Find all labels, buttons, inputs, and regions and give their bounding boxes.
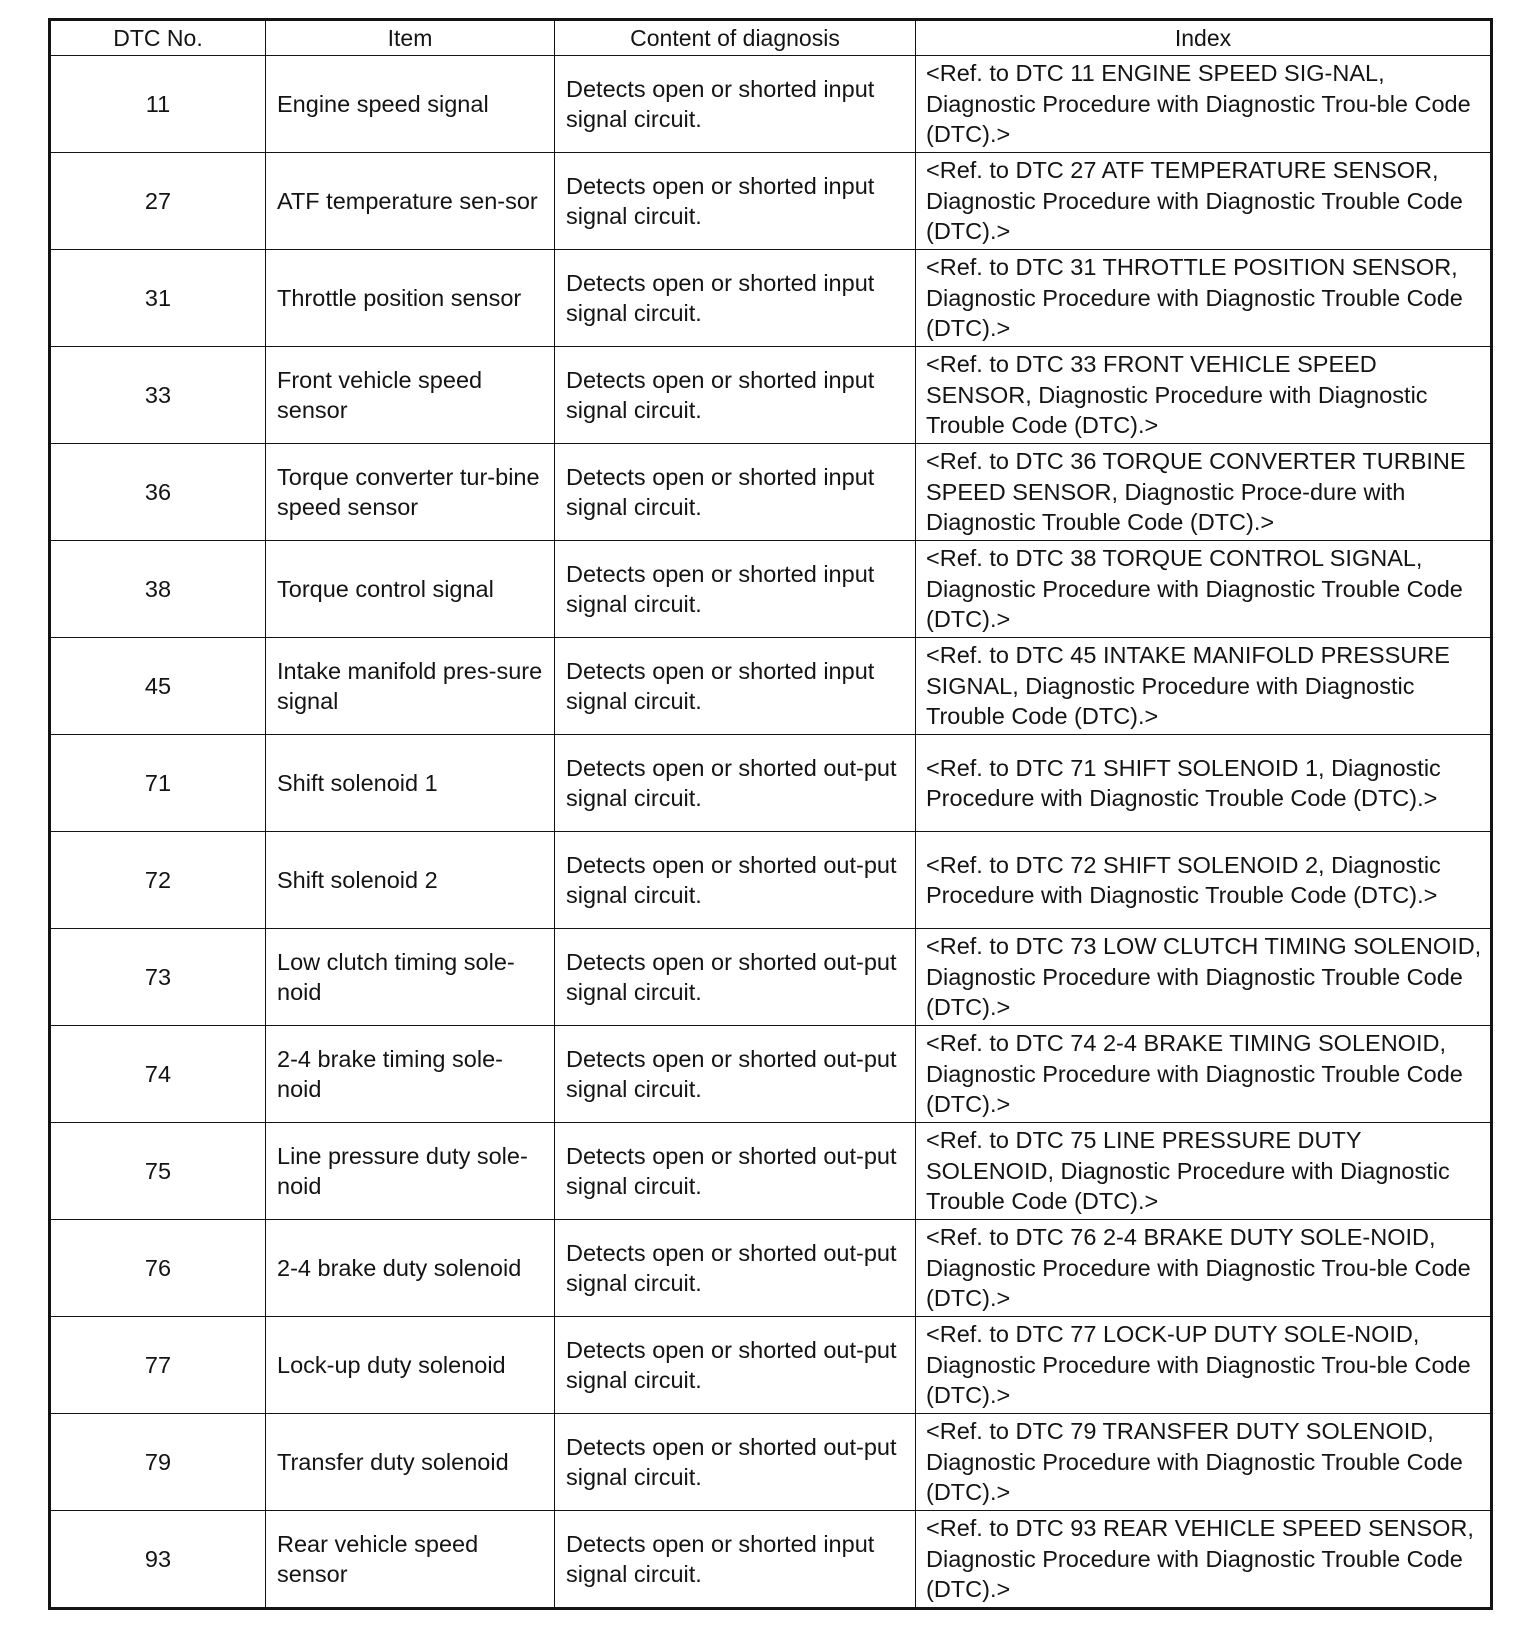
dtc-number: 71 xyxy=(50,735,266,832)
index-cell: <Ref. to DTC 11 ENGINE SPEED SIG-NAL, Diagnostic Procedure with Diagnostic Trou-ble Code (DTC).> xyxy=(916,56,1492,153)
index-cell: <Ref. to DTC 74 2-4 BRAKE TIMING SOLENOID, Diagnostic Procedure with Diagnostic Trouble Code (DTC).> xyxy=(916,1026,1492,1123)
dtc-number: 38 xyxy=(50,541,266,638)
item-cell: 2-4 brake timing sole-noid xyxy=(266,1026,555,1123)
index-cell: <Ref. to DTC 72 SHIFT SOLENOID 2, Diagnostic Procedure with Diagnostic Trouble Code (DTC).> xyxy=(916,832,1492,929)
content-cell: Detects open or shorted out-put signal circuit. xyxy=(555,1220,916,1317)
item-cell: Intake manifold pres-sure signal xyxy=(266,638,555,735)
content-cell: Detects open or shorted out-put signal circuit. xyxy=(555,1026,916,1123)
table-row xyxy=(50,541,1492,638)
content-cell: Detects open or shorted input signal circuit. xyxy=(555,153,916,250)
table-row xyxy=(50,1026,1492,1123)
dtc-number: 93 xyxy=(50,1511,266,1609)
item-cell: Torque control signal xyxy=(266,541,555,638)
content-cell: Detects open or shorted input signal circuit. xyxy=(555,250,916,347)
table-row xyxy=(50,1220,1492,1317)
content-cell: Detects open or shorted out-put signal circuit. xyxy=(555,1123,916,1220)
dtc-number: 33 xyxy=(50,347,266,444)
index-cell: <Ref. to DTC 79 TRANSFER DUTY SOLENOID, Diagnostic Procedure with Diagnostic Trouble Code (DTC).> xyxy=(916,1414,1492,1511)
content-cell: Detects open or shorted input signal circuit. xyxy=(555,1511,916,1609)
table-row xyxy=(50,735,1492,832)
index-cell: <Ref. to DTC 76 2-4 BRAKE DUTY SOLE-NOID, Diagnostic Procedure with Diagnostic Trou-ble Code (DTC).> xyxy=(916,1220,1492,1317)
item-cell: Line pressure duty sole-noid xyxy=(266,1123,555,1220)
dtc-number: 74 xyxy=(50,1026,266,1123)
table-row xyxy=(50,1511,1492,1609)
item-cell: Throttle position sensor xyxy=(266,250,555,347)
table-row xyxy=(50,1123,1492,1220)
index-cell: <Ref. to DTC 27 ATF TEMPERATURE SENSOR, Diagnostic Procedure with Diagnostic Trouble Code (DTC).> xyxy=(916,153,1492,250)
content-cell: Detects open or shorted out-put signal circuit. xyxy=(555,1414,916,1511)
content-cell: Detects open or shorted input signal circuit. xyxy=(555,56,916,153)
dtc-number: 75 xyxy=(50,1123,266,1220)
table-row xyxy=(50,1414,1492,1511)
dtc-table xyxy=(48,18,1493,1610)
table-row xyxy=(50,250,1492,347)
dtc-number: 79 xyxy=(50,1414,266,1511)
table-row xyxy=(50,153,1492,250)
dtc-number: 31 xyxy=(50,250,266,347)
index-cell: <Ref. to DTC 31 THROTTLE POSITION SENSOR, Diagnostic Procedure with Diagnostic Trouble Code (DTC).> xyxy=(916,250,1492,347)
header-index: Index xyxy=(916,20,1492,56)
header-row xyxy=(50,20,1492,56)
table-row xyxy=(50,929,1492,1026)
header-dtc-no: DTC No. xyxy=(50,20,266,56)
content-cell: Detects open or shorted input signal circuit. xyxy=(555,638,916,735)
table-row xyxy=(50,56,1492,153)
content-cell: Detects open or shorted input signal circuit. xyxy=(555,541,916,638)
item-cell: Lock-up duty solenoid xyxy=(266,1317,555,1414)
item-cell: Shift solenoid 2 xyxy=(266,832,555,929)
item-cell: 2-4 brake duty solenoid xyxy=(266,1220,555,1317)
table-row xyxy=(50,1317,1492,1414)
item-cell: Rear vehicle speed sensor xyxy=(266,1511,555,1609)
table-row xyxy=(50,347,1492,444)
dtc-number: 36 xyxy=(50,444,266,541)
index-cell: <Ref. to DTC 71 SHIFT SOLENOID 1, Diagnostic Procedure with Diagnostic Trouble Code (DTC).> xyxy=(916,735,1492,832)
item-cell: Torque converter tur-bine speed sensor xyxy=(266,444,555,541)
item-cell: Low clutch timing sole-noid xyxy=(266,929,555,1026)
content-cell: Detects open or shorted out-put signal circuit. xyxy=(555,735,916,832)
dtc-number: 77 xyxy=(50,1317,266,1414)
dtc-number: 73 xyxy=(50,929,266,1026)
dtc-number: 27 xyxy=(50,153,266,250)
item-cell: Front vehicle speed sensor xyxy=(266,347,555,444)
header-item: Item xyxy=(266,20,555,56)
dtc-number: 45 xyxy=(50,638,266,735)
content-cell: Detects open or shorted out-put signal circuit. xyxy=(555,929,916,1026)
item-cell: Shift solenoid 1 xyxy=(266,735,555,832)
index-cell: <Ref. to DTC 75 LINE PRESSURE DUTY SOLENOID, Diagnostic Procedure with Diagnostic Trouble Code (DTC).> xyxy=(916,1123,1492,1220)
item-cell: Engine speed signal xyxy=(266,56,555,153)
content-cell: Detects open or shorted input signal circuit. xyxy=(555,347,916,444)
index-cell: <Ref. to DTC 93 REAR VEHICLE SPEED SENSOR, Diagnostic Procedure with Diagnostic Trouble Code (DTC).> xyxy=(916,1511,1492,1609)
header-content: Content of diagnosis xyxy=(555,20,916,56)
content-cell: Detects open or shorted out-put signal circuit. xyxy=(555,832,916,929)
table-row xyxy=(50,832,1492,929)
dtc-number: 76 xyxy=(50,1220,266,1317)
content-cell: Detects open or shorted input signal circuit. xyxy=(555,444,916,541)
index-cell: <Ref. to DTC 73 LOW CLUTCH TIMING SOLENOID, Diagnostic Procedure with Diagnostic Trouble Code (DTC).> xyxy=(916,929,1492,1026)
dtc-number: 72 xyxy=(50,832,266,929)
index-cell: <Ref. to DTC 33 FRONT VEHICLE SPEED SENSOR, Diagnostic Procedure with Diagnostic Trouble Code (DTC).> xyxy=(916,347,1492,444)
index-cell: <Ref. to DTC 45 INTAKE MANIFOLD PRESSURE SIGNAL, Diagnostic Procedure with Diagnostic Trouble Code (DTC).> xyxy=(916,638,1492,735)
item-cell: ATF temperature sen-sor xyxy=(266,153,555,250)
dtc-number: 11 xyxy=(50,56,266,153)
table-row xyxy=(50,444,1492,541)
table-row xyxy=(50,638,1492,735)
index-cell: <Ref. to DTC 77 LOCK-UP DUTY SOLE-NOID, Diagnostic Procedure with Diagnostic Trou-ble Code (DTC).> xyxy=(916,1317,1492,1414)
content-cell: Detects open or shorted out-put signal circuit. xyxy=(555,1317,916,1414)
index-cell: <Ref. to DTC 38 TORQUE CONTROL SIGNAL, Diagnostic Procedure with Diagnostic Trouble Code (DTC).> xyxy=(916,541,1492,638)
item-cell: Transfer duty solenoid xyxy=(266,1414,555,1511)
index-cell: <Ref. to DTC 36 TORQUE CONVERTER TURBINE SPEED SENSOR, Diagnostic Proce-dure with Diagnostic Trouble Code (DTC).> xyxy=(916,444,1492,541)
